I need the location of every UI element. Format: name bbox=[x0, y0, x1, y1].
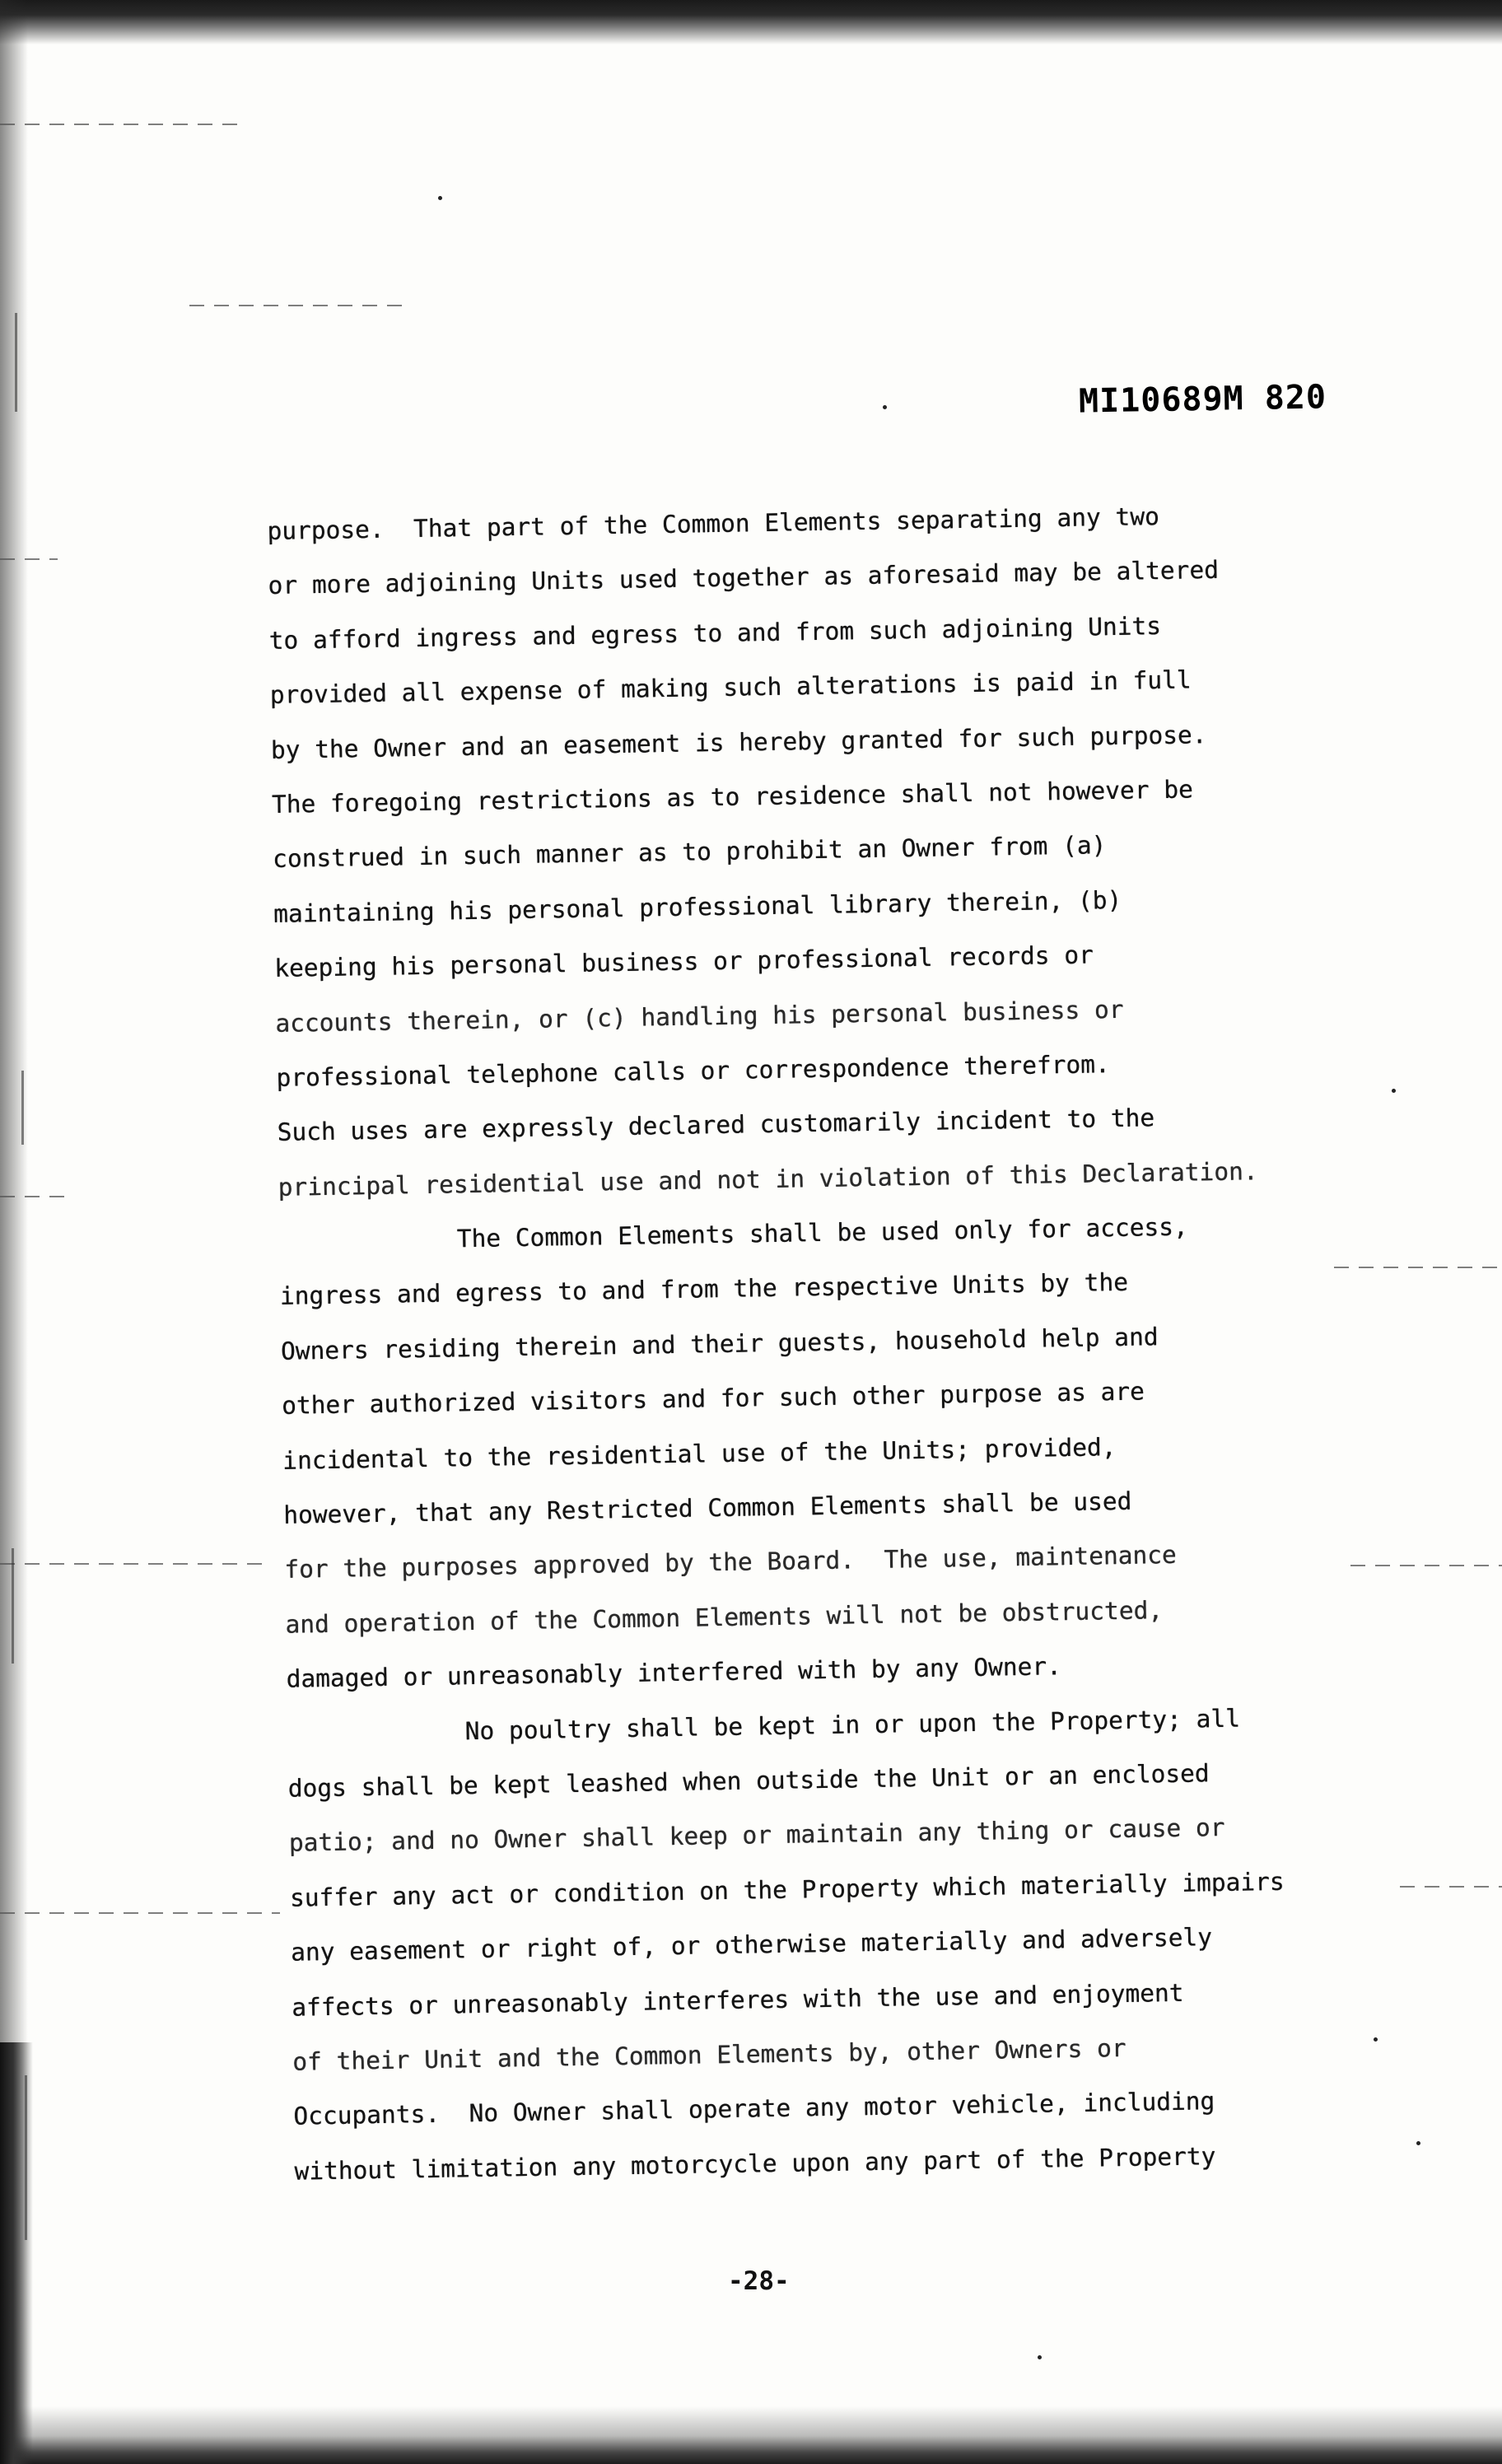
scan-streak bbox=[189, 305, 403, 306]
text-line: other authorized visitors and for such other purpose as are bbox=[281, 1377, 1145, 1421]
text-line: maintaining his personal professional library therein, (b) bbox=[273, 885, 1122, 928]
margin-mark bbox=[15, 313, 17, 412]
text-line: by the Owner and an easement is hereby granted for such purpose. bbox=[270, 720, 1207, 764]
scan-edge-bottom bbox=[0, 2406, 1502, 2464]
text-line: for the purposes approved by the Board. The use, maintenance bbox=[284, 1541, 1177, 1584]
text-line: incidental to the residential use of the Units; provided, bbox=[282, 1432, 1117, 1475]
text-line: and operation of the Common Elements will not be obstructed, bbox=[285, 1595, 1164, 1639]
text-line: keeping his personal business or professional records or bbox=[274, 940, 1094, 983]
text-line: principal residential use and not in violation of this Declaration. bbox=[278, 1156, 1258, 1202]
text-line: Owners residing therein and their guests, household help and bbox=[280, 1323, 1159, 1365]
text-line: damaged or unreasonably interfered with by any Owner. bbox=[286, 1652, 1062, 1694]
scan-streak bbox=[0, 124, 247, 125]
text-line: patio; and no Owner shall keep or maintain any thing or cause or bbox=[288, 1813, 1225, 1858]
margin-mark bbox=[21, 1071, 24, 1145]
text-line: of their Unit and the Common Elements by, other Owners or bbox=[292, 2033, 1126, 2076]
text-line: dogs shall be kept leashed when outside the Unit or an enclosed bbox=[287, 1759, 1210, 1803]
text-line: provided all expense of making such alterations is paid in full bbox=[269, 665, 1192, 710]
recording-page-stamp: MI10689M 820 bbox=[1078, 378, 1327, 421]
text-line: ingress and egress to and from the respective Units by the bbox=[279, 1268, 1129, 1311]
scan-speck bbox=[438, 196, 442, 200]
scan-streak bbox=[0, 1563, 264, 1565]
text-line: Such uses are expressly declared customarily incident to the bbox=[277, 1104, 1155, 1147]
scan-streak bbox=[0, 1912, 280, 1914]
document-body bbox=[267, 485, 1439, 2199]
text-line: affects or unreasonably interferes with the use and enjoyment bbox=[291, 1978, 1184, 2022]
text-line: professional telephone calls or correspondence therefrom. bbox=[276, 1050, 1111, 1092]
text-line: to afford ingress and egress to and from such adjoining Units bbox=[268, 611, 1162, 655]
scan-edge-left-shadow bbox=[0, 2042, 33, 2464]
text-line: suffer any act or condition on the Property which materially impairs bbox=[289, 1867, 1285, 1912]
text-line: or more adjoining Units used together as aforesaid may be altered bbox=[268, 556, 1220, 600]
scan-streak bbox=[0, 558, 58, 560]
text-line: however, that any Restricted Common Elements shall be used bbox=[283, 1486, 1132, 1529]
text-line: purpose. That part of the Common Elements separating any two bbox=[267, 502, 1160, 545]
scan-edge-top bbox=[0, 0, 1502, 44]
margin-mark bbox=[25, 2075, 27, 2240]
text-line: construed in such manner as to prohibit an Owner from (a) bbox=[272, 831, 1107, 874]
paragraph-start-poultry: No poultry shall be kept in or upon the Property; all bbox=[464, 1704, 1241, 1745]
margin-mark bbox=[12, 1548, 14, 1664]
text-line: accounts therein, or (c) handling his personal business or bbox=[275, 995, 1124, 1038]
text-line: without limitation any motorcycle upon any part of the Property bbox=[294, 2141, 1216, 2186]
scan-streak bbox=[0, 1196, 74, 1197]
scan-speck bbox=[883, 405, 887, 409]
scan-speck bbox=[1038, 2355, 1042, 2359]
text-line: Occupants. No Owner shall operate any motor vehicle, including bbox=[293, 2087, 1215, 2131]
paragraph-start-common-elements: The Common Elements shall be used only for access, bbox=[456, 1212, 1189, 1253]
text-line: any easement or right of, or otherwise materially and adversely bbox=[290, 1923, 1213, 1967]
page-folio: -28- bbox=[728, 2266, 790, 2296]
text-line: The foregoing restrictions as to residence shall not however be bbox=[271, 775, 1194, 819]
